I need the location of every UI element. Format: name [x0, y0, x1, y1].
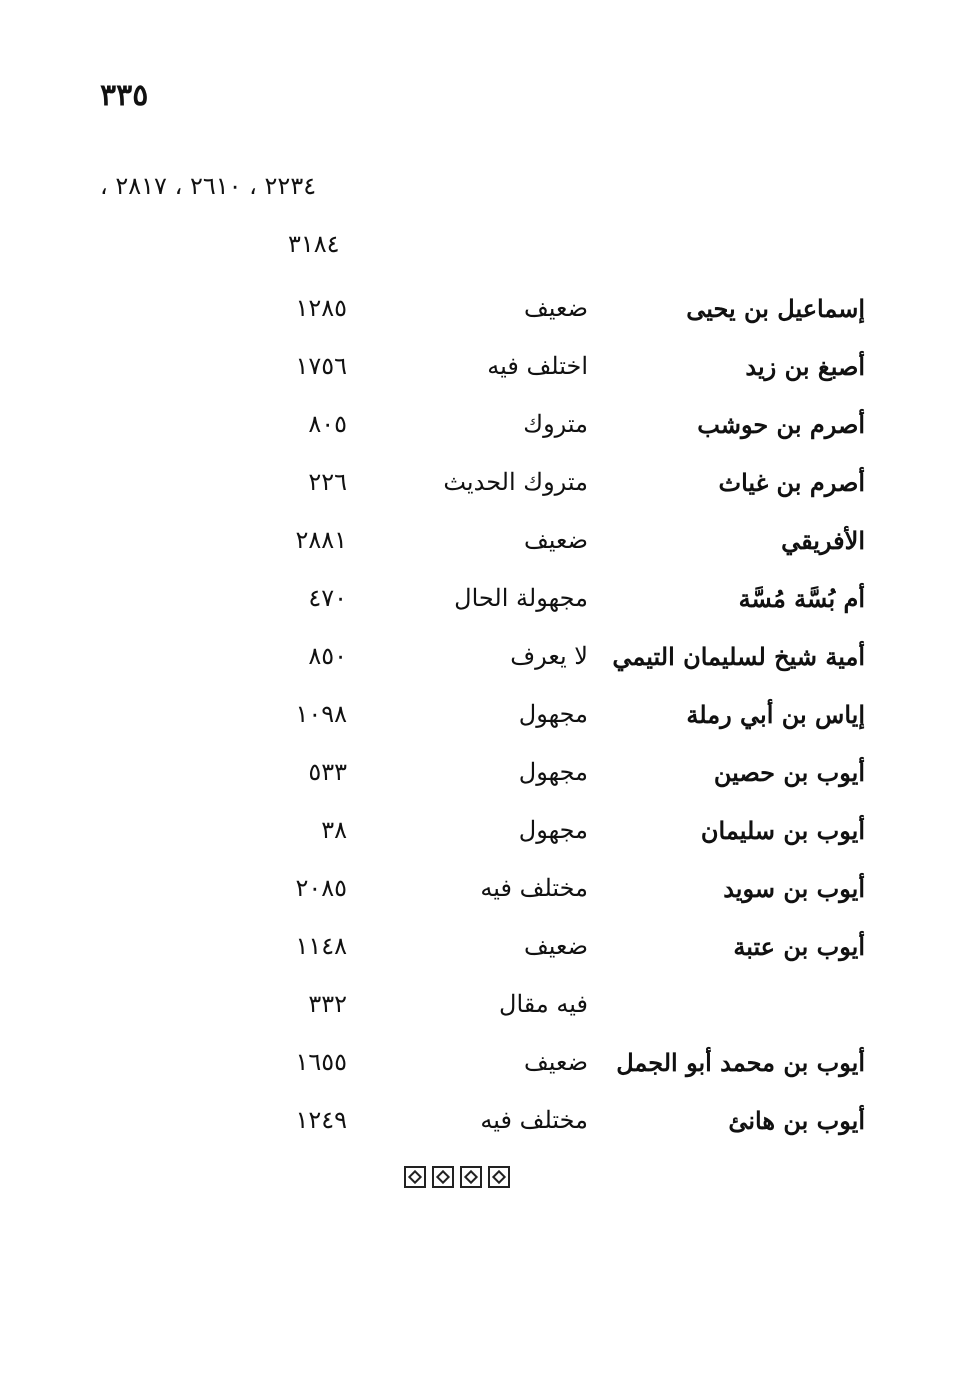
- hadith-number: ٥٣٣: [308, 758, 347, 786]
- narrator-name: أيوب بن حصين: [713, 758, 865, 787]
- narrator-name: أصرم بن حوشب: [697, 410, 865, 439]
- section-end-ornament: [404, 1166, 510, 1188]
- table-row: [0, 984, 953, 1042]
- table-row: [0, 810, 953, 868]
- floral-square-icon: [460, 1166, 482, 1188]
- narrator-name: أم بُسَّة مُسَّة: [738, 584, 865, 613]
- narrators-table: [0, 288, 953, 1158]
- narrator-grade: ضعيف: [523, 1048, 588, 1076]
- narrator-name: أيوب بن سويد: [723, 874, 865, 903]
- table-row: [0, 1042, 953, 1100]
- narrator-grade: مجهولة الحال: [454, 584, 588, 612]
- continuation-numbers: ٢٢٣٤ ، ٢٦١٠ ، ٢٨١٧ ،: [100, 172, 317, 200]
- narrator-grade: فيه مقال: [499, 990, 588, 1018]
- hadith-number: ١١٤٨: [295, 932, 347, 960]
- hadith-number: ٣٣٢: [308, 990, 347, 1018]
- table-row: [0, 404, 953, 462]
- hadith-number: ٨٠٥: [308, 410, 347, 438]
- floral-square-icon: [432, 1166, 454, 1188]
- table-row: [0, 868, 953, 926]
- narrator-grade: متروك الحديث: [443, 468, 588, 496]
- narrator-grade: مجهول: [518, 700, 588, 728]
- hadith-number: ٢٠٨٥: [295, 874, 347, 902]
- page-number: ٣٣٥: [100, 78, 149, 113]
- table-row: [0, 462, 953, 520]
- hadith-number: ١٢٤٩: [295, 1106, 347, 1134]
- narrator-name: أيوب بن هانئ: [728, 1106, 865, 1135]
- narrator-grade: مختلف فيه: [480, 1106, 588, 1134]
- narrator-grade: ضعيف: [523, 526, 588, 554]
- narrator-grade: متروك: [523, 410, 588, 438]
- narrator-name: أصرم بن غياث: [718, 468, 865, 497]
- floral-square-icon: [488, 1166, 510, 1188]
- hadith-number: ٨٥٠: [308, 642, 347, 670]
- narrator-name: إياس بن أبي رملة: [686, 700, 865, 729]
- narrator-name: أصبغ بن زيد: [745, 352, 865, 381]
- hadith-number: ٤٧٠: [308, 584, 347, 612]
- hadith-number: ١٢٨٥: [295, 294, 347, 322]
- narrator-grade: مجهول: [518, 758, 588, 786]
- hadith-number: ١٠٩٨: [295, 700, 347, 728]
- narrator-name: إسماعيل بن يحيى: [686, 294, 865, 323]
- hadith-number: ٢٢٦: [308, 468, 347, 496]
- table-row: [0, 694, 953, 752]
- table-row: [0, 1100, 953, 1158]
- narrator-grade: لا يعرف: [510, 642, 588, 670]
- table-row: [0, 288, 953, 346]
- table-row: [0, 520, 953, 578]
- narrator-name: أيوب بن عتبة: [733, 932, 865, 961]
- narrator-grade: مجهول: [518, 816, 588, 844]
- hadith-number: ٣٨: [321, 816, 347, 844]
- table-row: [0, 752, 953, 810]
- hadith-number: ١٧٥٦: [295, 352, 347, 380]
- table-row: [0, 926, 953, 984]
- floral-square-icon: [404, 1166, 426, 1188]
- narrator-name: أمية شيخ لسليمان التيمي: [612, 642, 865, 671]
- hadith-number: ١٦٥٥: [295, 1048, 347, 1076]
- narrator-grade: اختلف فيه: [487, 352, 588, 380]
- narrator-grade: ضعيف: [523, 932, 588, 960]
- narrator-name: أيوب بن سليمان: [700, 816, 865, 845]
- table-row: [0, 636, 953, 694]
- continuation-numbers-2: ٣١٨٤: [288, 230, 340, 258]
- table-row: [0, 346, 953, 404]
- narrator-name: الأفريقي: [781, 526, 865, 555]
- narrator-name: أيوب بن محمد أبو الجمل: [616, 1048, 865, 1077]
- narrator-grade: ضعيف: [523, 294, 588, 322]
- narrator-grade: مختلف فيه: [480, 874, 588, 902]
- table-row: [0, 578, 953, 636]
- hadith-number: ٢٨٨١: [295, 526, 347, 554]
